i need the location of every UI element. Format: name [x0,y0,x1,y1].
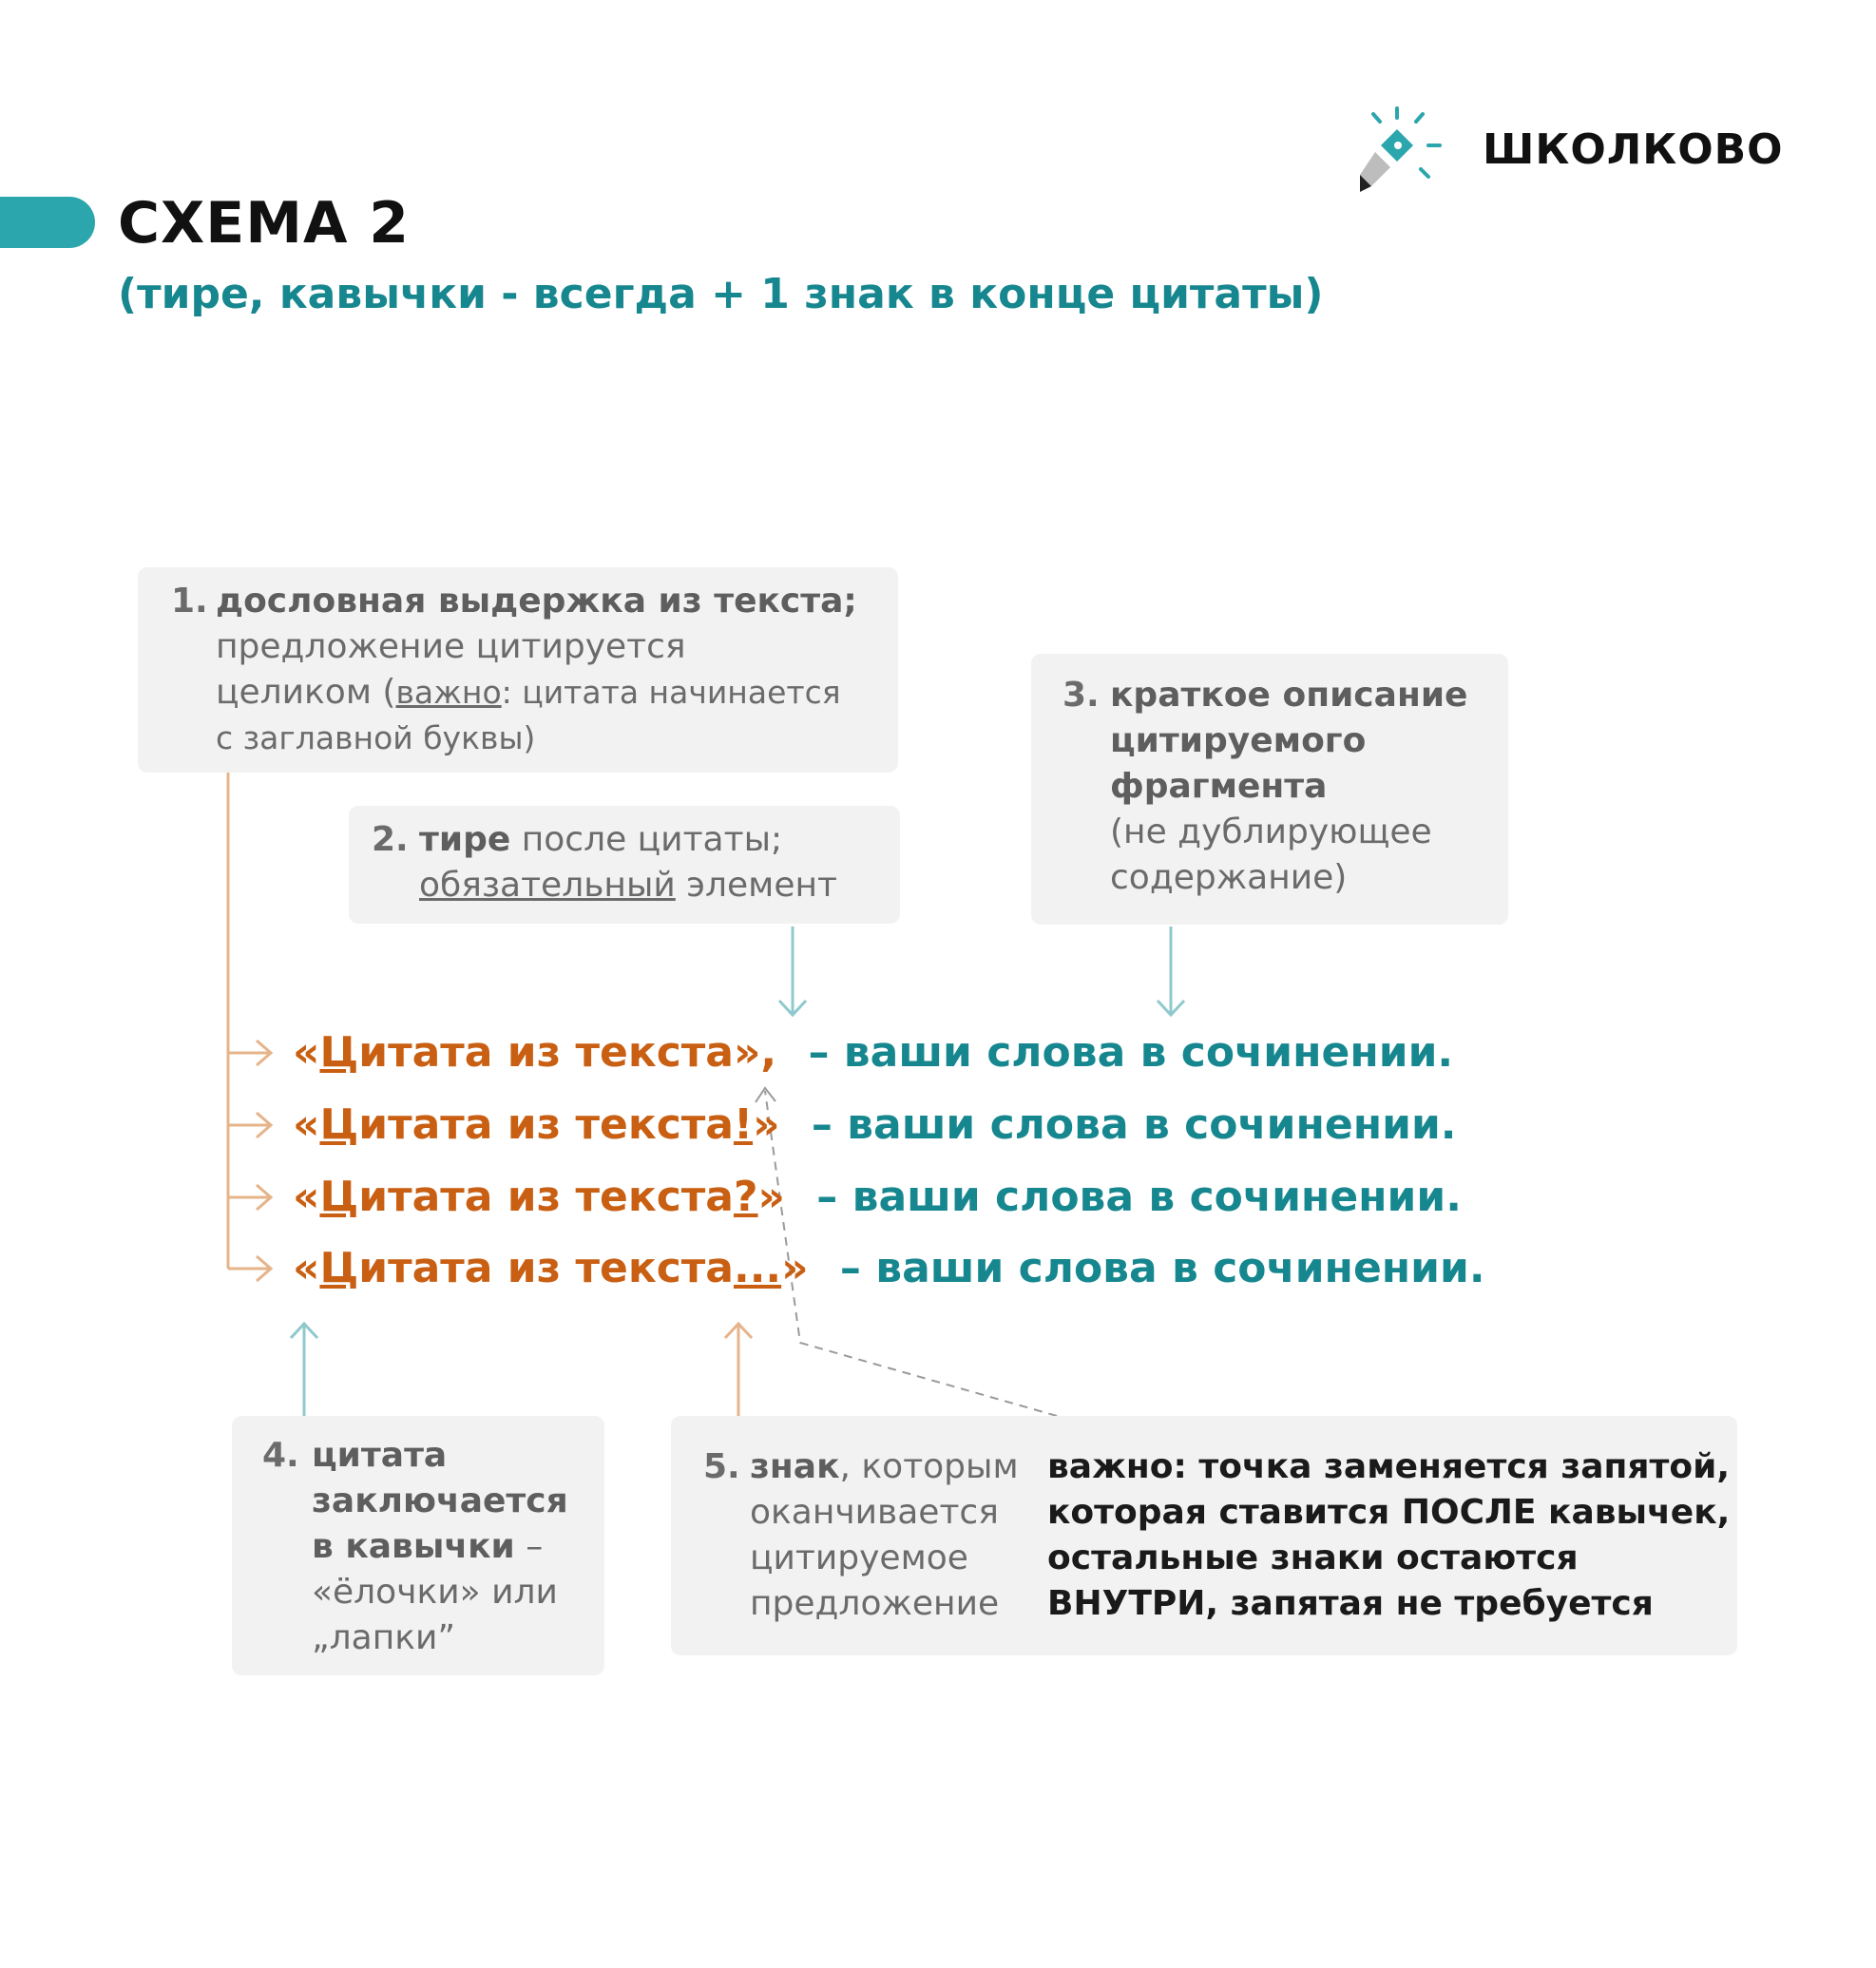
example-line-comma: «Цитата из текста», – ваши слова в сочинении. [293,1028,1454,1077]
note-3: 3. краткое описание цитируемого фрагмента (не дублирующее содержание) [1031,654,1508,925]
example-line-exclamation: «Цитата из текста!» – ваши слова в сочинении. [293,1100,1457,1149]
note-5: 5. знак, которым оканчивается цитируемое предложение важно: точка заменяется запятой, которая ставится ПОСЛЕ кавычек, остальные знаки остаются ВНУТРИ, запятая не требуется [671,1416,1737,1655]
important-note: важно: точка заменяется запятой, которая ставится ПОСЛЕ кавычек, остальные знаки остаются ВНУТРИ, запятая не требуется [1047,1447,1731,1623]
note-1: 1. дословная выдержка из текста; предложение цитируется целиком (важно: цитата начинается с заглавной буквы) [138,567,898,773]
page-title: СХЕМА 2 [118,190,411,257]
brand-name: ШКОЛКОВО [1483,125,1784,174]
note-2: 2. тире после цитаты; обязательный элемент [349,806,900,924]
page-subtitle: (тире, кавычки - всегда + 1 знак в конце цитаты) [118,270,1324,318]
note-4: 4. цитата заключается в кавычки – «ёлочки» или „лапки” [232,1416,604,1675]
example-line-question: «Цитата из текста?» – ваши слова в сочинении. [293,1173,1462,1221]
example-line-ellipsis: «Цитата из текста...» – ваши слова в сочинении. [293,1244,1485,1292]
